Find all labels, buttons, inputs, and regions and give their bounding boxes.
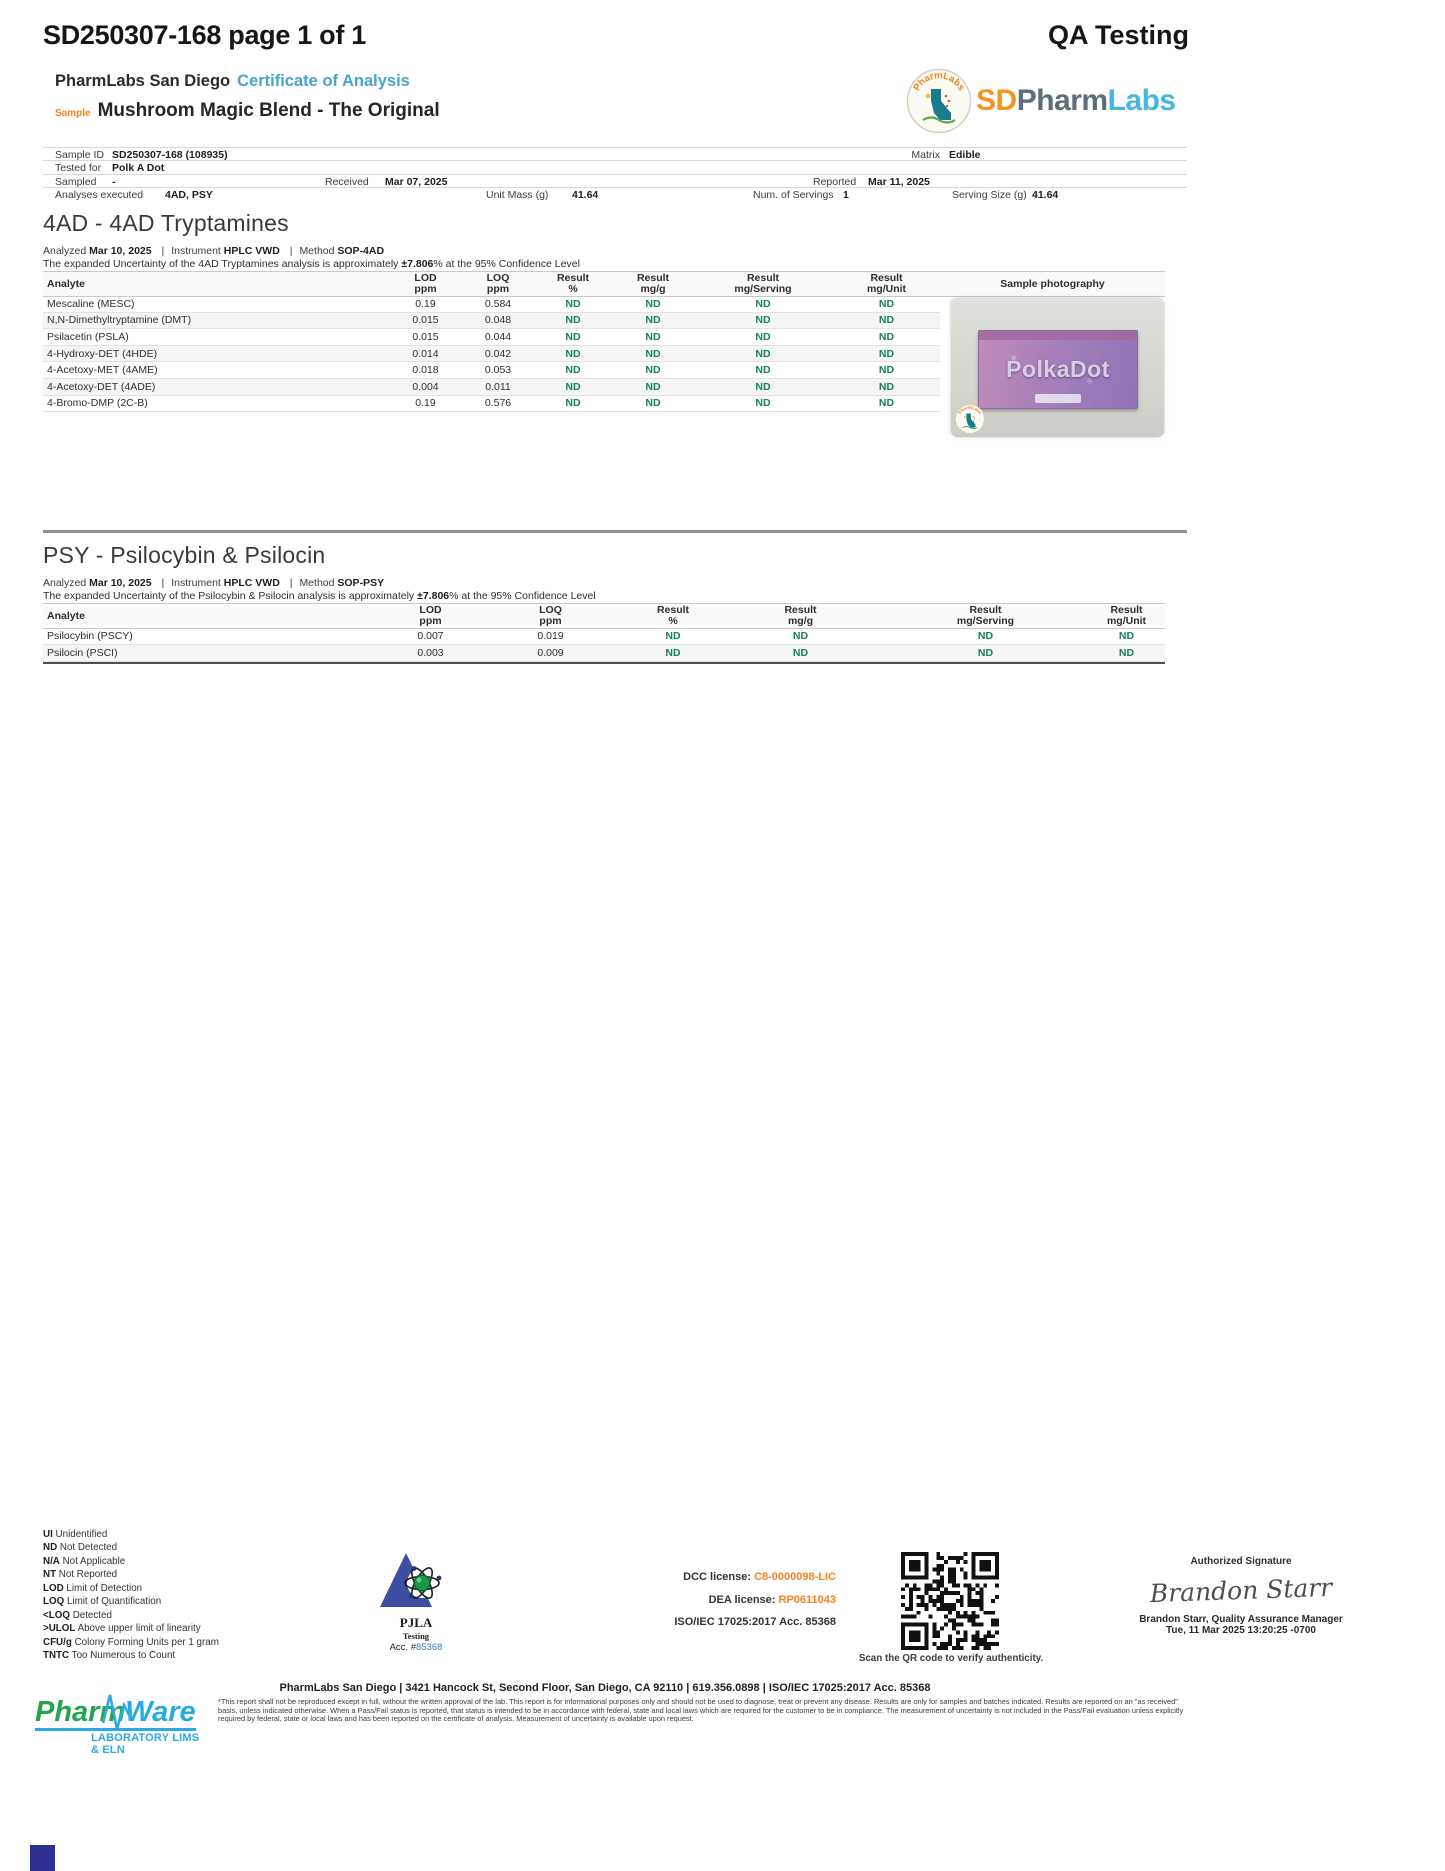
legend-item: CFU/g Colony Forming Units per 1 gram (43, 1636, 219, 1648)
dcc-license: DCC license: C8-0000098-LIC (683, 1571, 836, 1583)
table-row: Psilocin (PSCI) 0.003 0.009 ND ND ND ND (43, 645, 1165, 662)
pjla-sub: Testing (402, 1631, 430, 1641)
sample-id-label: Sample ID (55, 149, 105, 161)
unit-mass-value: 41.64 (572, 189, 599, 202)
sample-label: Sample (55, 108, 91, 119)
lab-title-line (55, 72, 410, 91)
uncertainty-note-psy: The expanded Uncertainty of the Psilocybin & Psilocin analysis is approximately ±7.806% at the 95% Confidence Level (43, 590, 596, 602)
lab-name: PharmLabs San Diego (55, 72, 231, 90)
signature-script: Brandon Starr (1149, 1572, 1333, 1609)
legend-item: UI Unidentified (43, 1529, 108, 1540)
disclaimer: *This report shall not be reproduced except in full, without the written approval of the lab. This report is for informational purposes only and should not be used to diagnose, treat or prevent any disease. Results are only for samples and batches indicated. Results are reported on an "as received" basis, unless indicated otherwise. When a Pass/Fail status is reported, that status is intended to be in accordance with federal, state and local laws which are required for the customer to be in compliance. The measurement of uncertainty is not included in the Pass/Fail evaluation unless explicitly required by federal, state or local laws and has been reported on the certificate of analysis. Measurement of uncertainty is available upon request. (218, 1697, 1184, 1724)
document-type: Certificate of Analysis (237, 72, 410, 90)
table-row: Psilocybin (PSCY) 0.007 0.019 ND ND ND ND (43, 628, 1165, 645)
col-loq: LOQ ppm (539, 604, 562, 627)
signature-title: Authorized Signature (1190, 1556, 1292, 1567)
pharmware-tagline: LABORATORY LIMS & ELN (91, 1732, 200, 1756)
table-header-psy (43, 603, 1165, 629)
col-result-mgunit: Result mg/Unit (1106, 604, 1147, 627)
sample-photo (950, 297, 1165, 438)
pjla-name: PJLA (399, 1615, 433, 1630)
reported-value: Mar 11, 2025 (868, 175, 930, 188)
table-row: 4-Acetoxy-DET (4ADE) 0.004 0.011 ND ND ND ND (43, 379, 940, 396)
col-result-pct: Result % (556, 272, 590, 295)
info-row-analyses (43, 187, 1187, 200)
pharmware-wordmark: PharmWare (35, 1697, 196, 1731)
table-row: N,N-Dimethyltryptamine (DMT) 0.015 0.048 ND ND ND ND (43, 313, 940, 330)
sample-name: Mushroom Magic Blend - The Original (97, 100, 440, 121)
info-row-tested-for (43, 160, 1187, 173)
servings-value: 1 (843, 189, 849, 202)
col-result-mgunit: Result mg/Unit (866, 272, 907, 295)
sample-title-line (55, 100, 440, 122)
table-row: 4-Bromo-DMP (2C-B) 0.19 0.576 ND ND ND ND (43, 396, 940, 413)
brand-pharm: Pharm (1016, 84, 1108, 117)
sdpharmlabs-wordmark (976, 84, 1176, 118)
legend-item: LOQ Limit of Quantification (43, 1596, 162, 1608)
legend-item: >ULOL Above upper limit of linearity (43, 1623, 201, 1635)
uncertainty-note-4ad: The expanded Uncertainty of the 4AD Tryptamines analysis is approximately ±7.806% at the 95% Confidence Level (43, 258, 580, 270)
page-corner-mark (30, 1845, 55, 1871)
sampled-label: Sampled (55, 175, 97, 188)
col-lod: LOD ppm (414, 272, 437, 295)
col-loq: LOQ ppm (486, 272, 510, 295)
qr-code (901, 1552, 999, 1650)
col-result-mgserving: Result mg/Serving (734, 272, 792, 295)
section-meta-psy: Analyzed Mar 10, 2025 | Instrument HPLC VWD | Method SOP-PSY (43, 577, 385, 589)
section-title-psy: PSY - Psilocybin & Psilocin (43, 542, 326, 568)
legend-item: NT Not Reported (43, 1569, 118, 1581)
iso-accreditation: ISO/IEC 17025:2017 Acc. 85368 (674, 1616, 836, 1628)
signature-date: Tue, 11 Mar 2025 13:20:25 -0700 (1166, 1625, 1316, 1636)
signer-name: Brandon Starr, Quality Assurance Manager (1139, 1614, 1343, 1625)
qr-caption: Scan the QR code to verify authenticity. (858, 1653, 1044, 1664)
reported-label: Reported (813, 175, 857, 188)
lab-address: PharmLabs San Diego | 3421 Hancock St, Second Floor, San Diego, CA 92110 | 619.356.0898 | ISO/IEC 17025:2017 Acc. 85368 (279, 1682, 931, 1694)
brand-labs: Labs (1107, 84, 1176, 117)
product-box-image (978, 330, 1138, 409)
product-brand-text: PolkaDot (1006, 356, 1110, 382)
serving-size-label: Serving Size (g) (952, 189, 1027, 202)
info-row-sample-id (43, 147, 1187, 160)
pharmware-logo (35, 1697, 210, 1756)
table-header-4ad (43, 271, 1165, 297)
table-row: Mescaline (MESC) 0.19 0.584 ND ND ND ND (43, 296, 940, 313)
svg-text:PharmLabs: PharmLabs (911, 70, 967, 93)
col-result-mgg: Result mg/g (636, 272, 670, 295)
document-reference: SD250307-168 page 1 of 1 (43, 20, 366, 50)
col-result-mgserving: Result mg/Serving (956, 604, 1015, 627)
sample-id-value: SD250307-168 (108935) (112, 149, 228, 161)
col-result-pct: Result % (656, 604, 690, 627)
table-body-4ad (43, 296, 940, 412)
analyses-label: Analyses executed (55, 189, 144, 202)
table-body-psy (43, 628, 1165, 664)
analyses-value: 4AD, PSY (165, 189, 213, 202)
sampled-value: - (112, 175, 116, 188)
col-lod: LOD ppm (419, 604, 442, 627)
pharmlabs-seal-mini-icon (955, 404, 985, 434)
received-label: Received (325, 175, 369, 188)
servings-label: Num. of Servings (753, 189, 834, 202)
qa-testing-label: QA Testing (1048, 20, 1189, 50)
dea-license: DEA license: RP0611043 (708, 1593, 836, 1606)
tested-for-label: Tested for (55, 162, 102, 175)
table-row: 4-Acetoxy-MET (4AME) 0.018 0.053 ND ND ND ND (43, 362, 940, 379)
matrix-value: Edible (949, 149, 981, 161)
sample-info-table (43, 147, 1187, 201)
brand-sd: SD (976, 84, 1017, 117)
info-row-dates (43, 174, 1187, 187)
col-analyte: Analyte (47, 277, 85, 290)
pjla-logo-icon (376, 1551, 456, 1609)
section-divider (43, 530, 1187, 533)
legend-item: N/A Not Applicable (43, 1555, 126, 1567)
table-row: 4-Hydroxy-DET (4HDE) 0.014 0.042 ND ND ND ND (43, 346, 940, 363)
received-value: Mar 07, 2025 (385, 175, 448, 188)
signature-block (1128, 1556, 1354, 1636)
pjla-accreditation-number: Acc. #85368 (389, 1642, 443, 1653)
matrix-label: Matrix (911, 149, 940, 161)
pharmlabs-seal-icon (906, 68, 972, 134)
serving-size-value: 41.64 (1032, 189, 1059, 202)
tested-for-value: Polk A Dot (112, 162, 165, 175)
license-block (540, 1566, 836, 1634)
abbreviation-legend (43, 1528, 219, 1663)
ekg-line-icon (101, 1689, 131, 1733)
pjla-accreditation (366, 1551, 466, 1653)
col-analyte: Analyte (47, 609, 85, 622)
legend-item: LOD Limit of Detection (43, 1582, 143, 1594)
col-sample-photography: Sample photography (1000, 277, 1105, 290)
table-row: Psilacetin (PSLA) 0.015 0.044 ND ND ND ND (43, 329, 940, 346)
section-meta-4ad: Analyzed Mar 10, 2025 | Instrument HPLC VWD | Method SOP-4AD (43, 245, 385, 257)
section-title-4ad: 4AD - 4AD Tryptamines (43, 210, 289, 236)
legend-item: TNTC Too Numerous to Count (43, 1650, 176, 1662)
legend-item: <LOQ Detected (43, 1609, 112, 1621)
unit-mass-label: Unit Mass (g) (486, 189, 549, 202)
legend-item: ND Not Detected (43, 1542, 118, 1554)
col-result-mgg: Result mg/g (784, 604, 817, 627)
